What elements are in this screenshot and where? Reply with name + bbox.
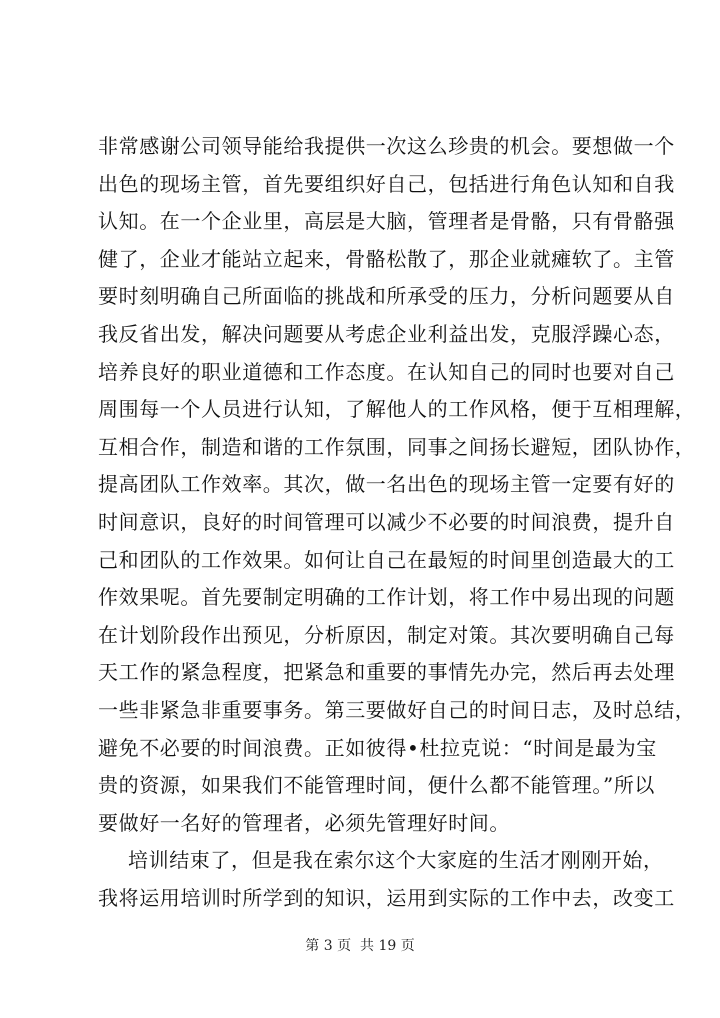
text-line: 时间意识，良好的时间管理可以减少不必要的时间浪费，提升自 [98, 509, 675, 534]
text-line: 认知。在一个企业里，高层是大脑，管理者是骨骼，只有骨骼强 [98, 209, 675, 234]
text-line: 健了，企业才能站立起来，骨骼松散了，那企业就瘫软了。主管 [98, 246, 675, 271]
text-line: 避免不必要的时间浪费。正如彼得•杜拉克说：“时间是最为宝 [98, 735, 657, 760]
text-line: 周围每一个人员进行认知，了解他人的工作风格，便于互相理解， [98, 397, 696, 422]
text-line: 己和团队的工作效果。如何让自己在最短的时间里创造最大的工 [98, 547, 675, 572]
text-line: 培养良好的职业道德和工作态度。在认知自己的同时也要对自己 [98, 359, 675, 384]
text-line: 贵的资源，如果我们不能管理时间，便什么都不能管理。”所以 [98, 773, 656, 798]
text-line: 非常感谢公司领导能给我提供一次这么珍贵的机会。要想做一个 [98, 134, 675, 158]
text-line: 要时刻明确自己所面临的挑战和所承受的压力，分析问题要从自 [98, 284, 675, 309]
body-text [98, 128, 696, 917]
text-line: 提高团队工作效率。其次，做一名出色的现场主管一定要有好的 [98, 472, 675, 497]
text-line: 我反省出发，解决问题要从考虑企业利益出发，克服浮躁心态， [98, 321, 675, 346]
text-line: 我将运用培训时所学到的知识，运用到实际的工作中去，改变工 [98, 885, 675, 910]
text-line: 一些非紧急非重要事务。第三要做好自己的时间日志，及时总结， [98, 697, 696, 722]
page-number: 第 3 页 共 19 页 [305, 938, 415, 954]
text-line: 作效果呢。首先要制定明确的工作计划，将工作中易出现的问题 [98, 585, 675, 610]
paragraph-start-line: 培训结束了，但是我在索尔这个大家庭的生活才刚刚开始， [128, 848, 664, 873]
text-line: 在计划阶段作出预见，分析原因，制定对策。其次要明确自己每 [98, 622, 675, 647]
text-line: 天工作的紧急程度，把紧急和重要的事情先办完，然后再去处理 [98, 660, 675, 685]
text-line: 互相合作，制造和谐的工作氛围，同事之间扬长避短，团队协作， [98, 434, 696, 459]
text-line: 出色的现场主管，首先要组织好自己，包括进行角色认知和自我 [98, 171, 675, 196]
text-line: 要做好一名好的管理者，必须先管理好时间。 [98, 810, 510, 835]
page-footer [0, 936, 720, 956]
